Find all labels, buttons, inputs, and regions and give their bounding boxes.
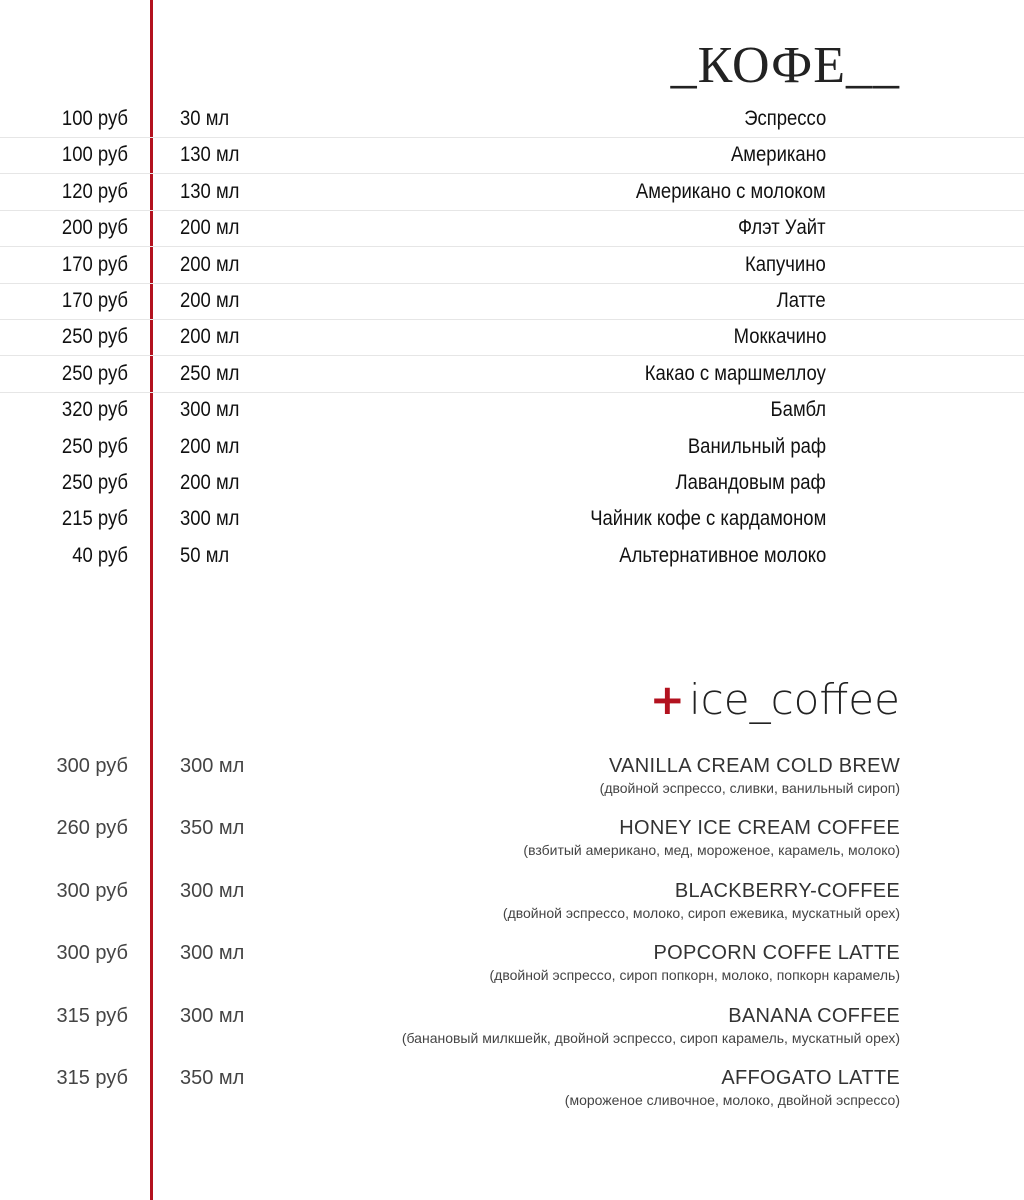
item-volume: 200 мл xyxy=(180,434,240,458)
item-price: 320 руб xyxy=(61,398,129,422)
item-volume: 300 мл xyxy=(180,1004,245,1027)
item-volume: 130 мл xyxy=(180,143,240,167)
ice-coffee-menu-row xyxy=(0,1003,1024,1063)
item-name: Чайник кофе с кардамоном xyxy=(589,507,826,531)
item-price: 40 руб xyxy=(72,543,128,567)
item-volume: 30 мл xyxy=(180,107,230,130)
item-volume: 130 мл xyxy=(180,179,240,203)
item-name: Ванильный раф xyxy=(687,434,826,458)
item-volume: 50 мл xyxy=(180,543,230,567)
item-name: Американо с молоком xyxy=(636,179,826,203)
item-description: (двойной эспрессо, молоко, сироп ежевика, мускатный орех) xyxy=(502,904,900,921)
item-volume: 350 мл xyxy=(180,817,245,840)
item-volume: 300 мл xyxy=(180,755,245,777)
item-price: 315 руб xyxy=(56,1004,128,1027)
coffee-menu-row xyxy=(0,137,1024,173)
item-name: Моккачино xyxy=(733,325,826,349)
ice-coffee-menu-row xyxy=(0,1065,1024,1125)
item-name: Латте xyxy=(776,289,826,312)
item-price: 250 руб xyxy=(61,325,129,349)
item-name: BLACKBERRY-COFFEE xyxy=(674,879,900,902)
plus-icon: + xyxy=(649,675,685,724)
item-price: 250 руб xyxy=(61,361,129,385)
coffee-menu-row xyxy=(0,501,1024,537)
item-name: Американо xyxy=(730,143,826,167)
item-volume: 200 мл xyxy=(180,252,240,276)
item-price: 170 руб xyxy=(61,289,129,312)
item-price: 250 руб xyxy=(61,471,129,494)
coffee-menu-row xyxy=(0,465,1024,501)
item-price: 170 руб xyxy=(61,252,129,276)
item-price: 100 руб xyxy=(61,107,129,130)
item-description: (мороженое сливочное, молоко, двойной эспрессо) xyxy=(564,1092,900,1108)
item-name: BANANA COFFEE xyxy=(728,1004,900,1027)
coffee-menu-row xyxy=(0,283,1024,319)
item-volume: 250 мл xyxy=(180,361,240,385)
ice-coffee-menu-row xyxy=(0,815,1024,875)
item-name: VANILLA CREAM COLD BREW xyxy=(608,755,900,777)
ice-coffee-menu-row xyxy=(0,878,1024,938)
item-volume: 300 мл xyxy=(180,879,245,902)
ice-coffee-menu-row xyxy=(0,940,1024,1000)
coffee-menu-row xyxy=(0,356,1024,392)
coffee-section-title: _КОФЕ__ xyxy=(670,37,900,94)
item-name: Флэт Уайт xyxy=(738,216,826,240)
item-name: Эспрессо xyxy=(743,107,826,130)
item-description: (взбитый американо, мед, мороженое, карамель, молоко) xyxy=(523,842,900,859)
item-volume: 350 мл xyxy=(180,1067,245,1089)
item-name: AFFOGATO LATTE xyxy=(721,1067,900,1089)
item-volume: 300 мл xyxy=(180,942,245,965)
ice-coffee-menu-row xyxy=(0,753,1024,813)
item-name: HONEY ICE CREAM COFFEE xyxy=(619,817,900,840)
item-price: 100 руб xyxy=(61,143,129,167)
item-volume: 200 мл xyxy=(180,216,240,240)
ice-coffee-title-text: ice_coffee xyxy=(688,675,900,724)
item-name: Альтернативное молоко xyxy=(618,543,826,567)
coffee-menu-row xyxy=(0,174,1024,210)
item-price: 300 руб xyxy=(56,755,128,777)
item-name: Капучино xyxy=(745,252,826,276)
item-name: Лавандовым раф xyxy=(675,471,826,494)
item-name: Бамбл xyxy=(770,398,826,422)
item-description: (двойной эспрессо, сливки, ванильный сироп) xyxy=(599,780,900,796)
item-price: 300 руб xyxy=(56,942,128,965)
item-price: 250 руб xyxy=(61,434,129,458)
item-price: 200 руб xyxy=(61,216,129,240)
item-volume: 200 мл xyxy=(180,289,240,312)
item-volume: 200 мл xyxy=(180,471,240,494)
coffee-menu-row xyxy=(0,101,1024,137)
item-name: Какао с маршмеллоу xyxy=(644,361,826,385)
coffee-menu-row xyxy=(0,392,1024,428)
item-price: 215 руб xyxy=(61,507,129,531)
item-volume: 300 мл xyxy=(180,398,240,422)
coffee-menu-row xyxy=(0,210,1024,246)
item-name: POPCORN COFFE LATTE xyxy=(653,942,900,965)
item-price: 300 руб xyxy=(56,879,128,902)
item-description: (банановый милкшейк, двойной эспрессо, сироп карамель, мускатный орех) xyxy=(401,1029,900,1046)
item-price: 260 руб xyxy=(56,817,128,840)
item-price: 315 руб xyxy=(56,1067,128,1089)
ice-coffee-section-title xyxy=(650,672,900,728)
item-description: (двойной эспрессо, сироп попкорн, молоко, попкорн карамель) xyxy=(489,967,900,984)
item-volume: 300 мл xyxy=(180,507,240,531)
coffee-menu-row xyxy=(0,429,1024,465)
item-volume: 200 мл xyxy=(180,325,240,349)
coffee-menu-row xyxy=(0,319,1024,355)
coffee-menu-row xyxy=(0,538,1024,574)
item-price: 120 руб xyxy=(61,179,129,203)
coffee-menu-row xyxy=(0,247,1024,283)
